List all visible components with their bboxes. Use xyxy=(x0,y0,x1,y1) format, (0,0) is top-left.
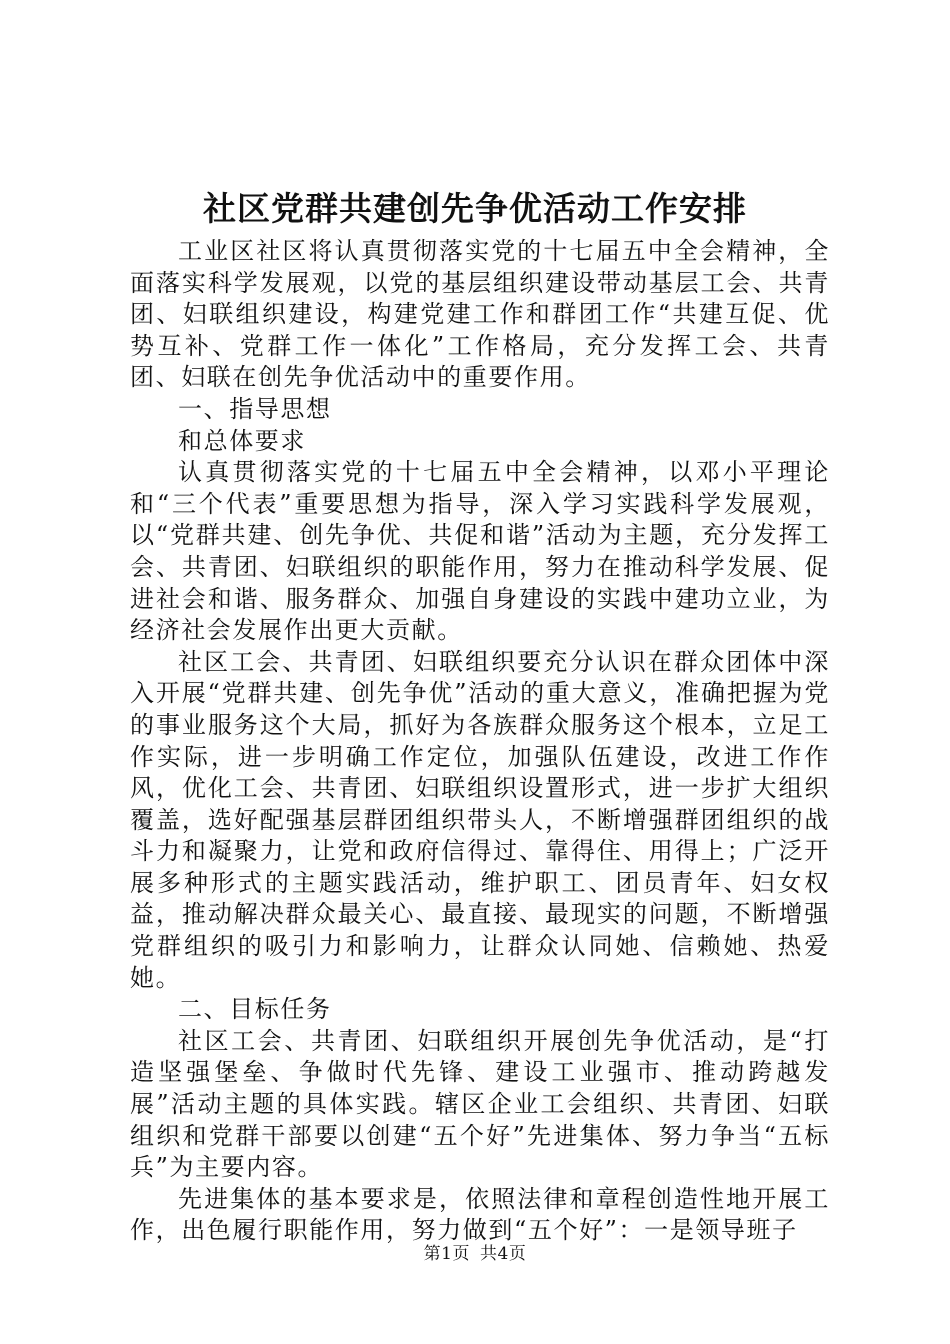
body-paragraph: 社区工会、共青团、妇联组织开展创先争优活动，是“打造坚强堡垒、争做时代先锋、建设工业强市、推动跨越发展”活动主题的具体实践。辖区企业工会组织、共青团、妇联组织和党群干部要以创建“五个好”先进集体、努力争当“五标兵”为主要内容。 xyxy=(130,1026,830,1182)
section-heading: 二、目标任务 xyxy=(178,995,332,1024)
section-heading: 和总体要求 xyxy=(178,426,306,455)
body-paragraph: 先进集体的基本要求是，依照法律和章程创造性地开展工作，出色履行职能作用，努力做到“五个好”：一是领导班子 xyxy=(130,1184,830,1245)
body-paragraph: 社区工会、共青团、妇联组织要充分认识在群众团体中深入开展“党群共建、创先争优”活动的重大意义，准确把握为党的事业服务这个大局，抓好为各族群众服务这个根本，立足工作实际，进一步明确工作定位，加强队伍建设，改进工作作风，优化工会、共青团、妇联组织设置形式，进一步扩大组织覆盖，选好配强基层群团组织带头人，不断增强群团组织的战斗力和凝聚力，让党和政府信得过、靠得住、用得上；广泛开展多种形式的主题实践活动，维护职工、团员青年、妇女权益，推动解决群众最关心、最直接、最现实的问题，不断增强党群组织的吸引力和影响力，让群众认同她、信赖她、热爱她。 xyxy=(130,647,830,992)
document-title: 社区党群共建创先争优活动工作安排 xyxy=(203,189,747,228)
page-total: 共4页 xyxy=(480,1244,527,1264)
body-paragraph: 认真贯彻落实党的十七届五中全会精神，以邓小平理论和“三个代表”重要思想为指导，深入学习实践科学发展观，以“党群共建、创先争优、共促和谐”活动为主题，充分发挥工会、共青团、妇联组织的职能作用，努力在推动科学发展、促进社会和谐、服务群众、加强自身建设的实践中建功立业，为经济社会发展作出更大贡献。 xyxy=(130,458,830,645)
section-heading: 一、指导思想 xyxy=(178,394,332,423)
page-footer xyxy=(0,1242,950,1266)
document-body xyxy=(130,236,830,1247)
body-paragraph: 工业区社区将认真贯彻落实党的十七届五中全会精神，全面落实科学发展观，以党的基层组织建设带动基层工会、共青团、妇联组织建设，构建党建工作和群团工作“共建互促、优势互补、党群工作一体化”工作格局，充分发挥工会、共青团、妇联在创先争优活动中的重要作用。 xyxy=(130,237,830,392)
page-number: 第1页 xyxy=(423,1244,470,1264)
